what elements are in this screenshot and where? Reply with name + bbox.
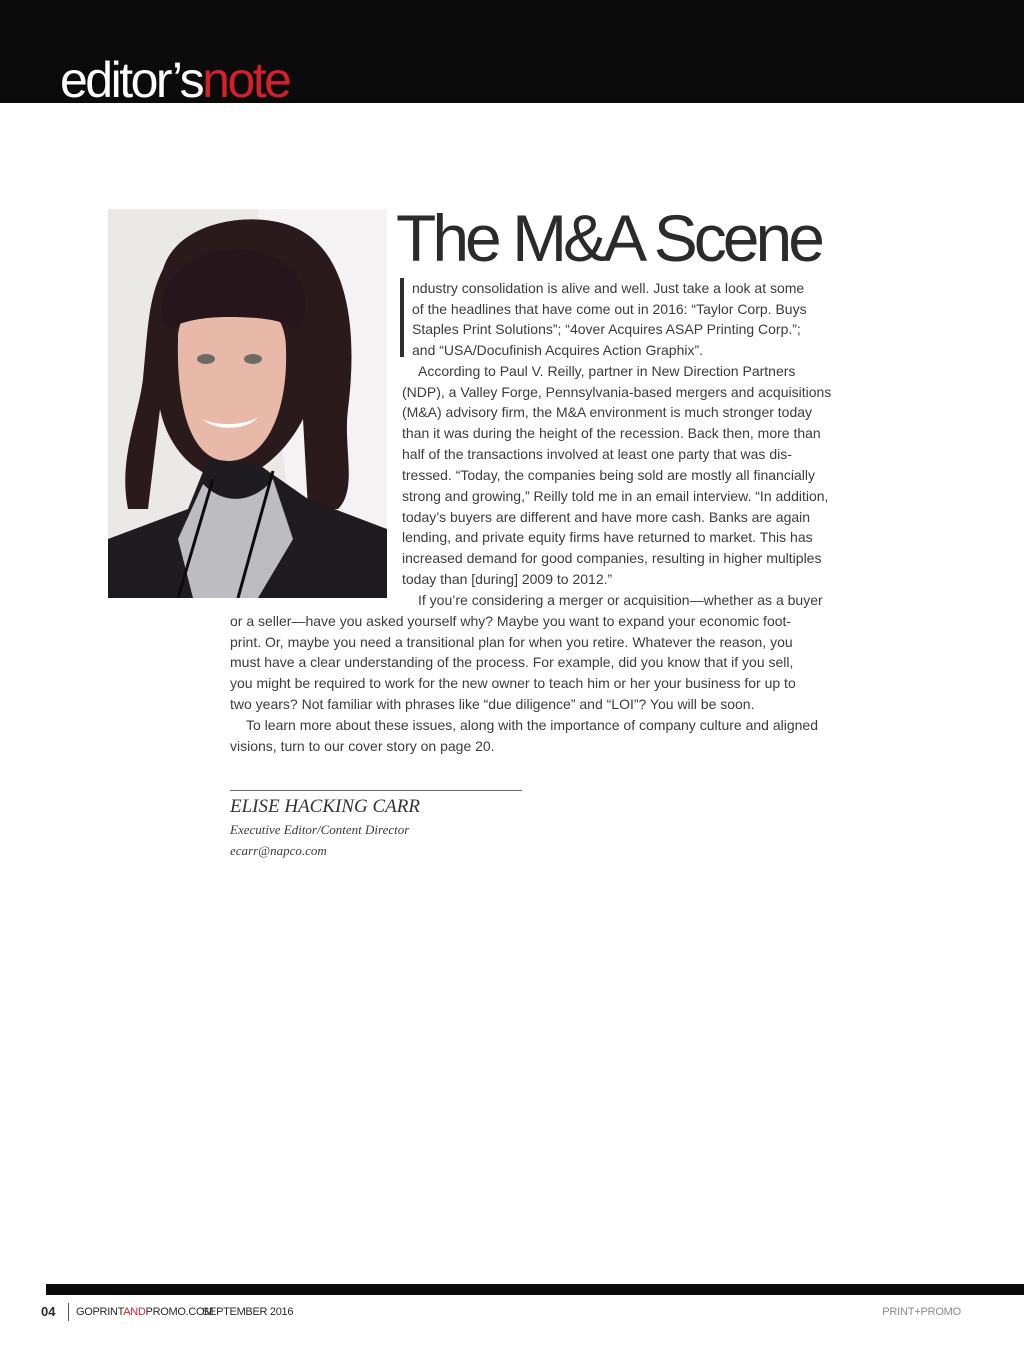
- body-line: Staples Print Solutions”; “4over Acquires ASAP Printing Corp.”;: [412, 321, 801, 337]
- footer-website-suffix: PROMO.COM: [145, 1306, 214, 1318]
- publication-name: PRINT+PROMO: [882, 1306, 961, 1318]
- drop-cap-i: [400, 278, 404, 357]
- issue-date: SEPTEMBER 2016: [202, 1306, 294, 1318]
- body-line: half of the transactions involved at least one party that was dis-: [402, 446, 792, 462]
- signature-email[interactable]: ecarr@napco.com: [230, 843, 327, 858]
- footer-divider: [68, 1303, 69, 1321]
- section-title-note: note: [202, 52, 290, 108]
- footer-website-prefix: GOPRINT: [76, 1306, 124, 1318]
- body-line: lending, and private equity firms have returned to market. This has: [402, 529, 813, 545]
- footer-rule: [46, 1284, 1024, 1295]
- body-line: tressed. “Today, the companies being sold are mostly all financially: [402, 467, 815, 483]
- signature-name: ELISE HACKING CARR: [230, 796, 420, 817]
- body-line: or a seller—have you asked yourself why? Maybe you want to expand your economic foot-: [230, 613, 792, 629]
- page-number: 04: [41, 1304, 56, 1319]
- article-headline: The M&A Scene: [396, 201, 821, 275]
- body-line: visions, turn to our cover story on page 20.: [230, 738, 495, 754]
- body-line: you might be required to work for the new owner to teach him or her your business for up to: [230, 675, 796, 691]
- footer-website-highlight: AND: [123, 1306, 146, 1318]
- body-line: two years? Not familiar with phrases like “due diligence” and “LOI”? You will be soon.: [230, 696, 755, 712]
- body-line: According to Paul V. Reilly, partner in New Direction Partners: [418, 363, 796, 379]
- body-line: and “USA/Docufinish Acquires Action Graphix”.: [412, 342, 704, 358]
- section-title-editor: editor’s: [60, 52, 203, 108]
- body-line: of the headlines that have come out in 2016: “Taylor Corp. Buys: [412, 301, 807, 317]
- section-title: [60, 52, 289, 108]
- body-line: (M&A) advisory firm, the M&A environment is much stronger today: [402, 404, 813, 420]
- body-line: than it was during the height of the recession. Back then, more than: [402, 425, 821, 441]
- signature-rule: [230, 790, 522, 791]
- body-line: To learn more about these issues, along with the importance of company culture and aligned: [246, 717, 819, 733]
- body-line: increased demand for good companies, resulting in higher multiples: [402, 550, 822, 566]
- editor-portrait-image: [108, 209, 387, 598]
- editor-portrait: [108, 209, 387, 598]
- signature-title: Executive Editor/Content Director: [230, 822, 410, 837]
- body-line: today than [during] 2009 to 2012.”: [402, 571, 613, 587]
- body-line: If you’re considering a merger or acquisition—whether as a buyer: [418, 592, 823, 608]
- body-line: strong and growing,” Reilly told me in an email interview. “In addition,: [402, 488, 829, 504]
- footer-website[interactable]: [76, 1304, 213, 1320]
- body-line: must have a clear understanding of the process. For example, did you know that if you sell,: [230, 654, 794, 670]
- body-line: today’s buyers are different and have more cash. Banks are again: [402, 509, 811, 525]
- body-line: (NDP), a Valley Forge, Pennsylvania-based mergers and acquisitions: [402, 384, 832, 400]
- body-line: ndustry consolidation is alive and well. Just take a look at some: [412, 280, 805, 296]
- body-line: print. Or, maybe you need a transitional plan for when you retire. Whatever the reason, you: [230, 634, 793, 650]
